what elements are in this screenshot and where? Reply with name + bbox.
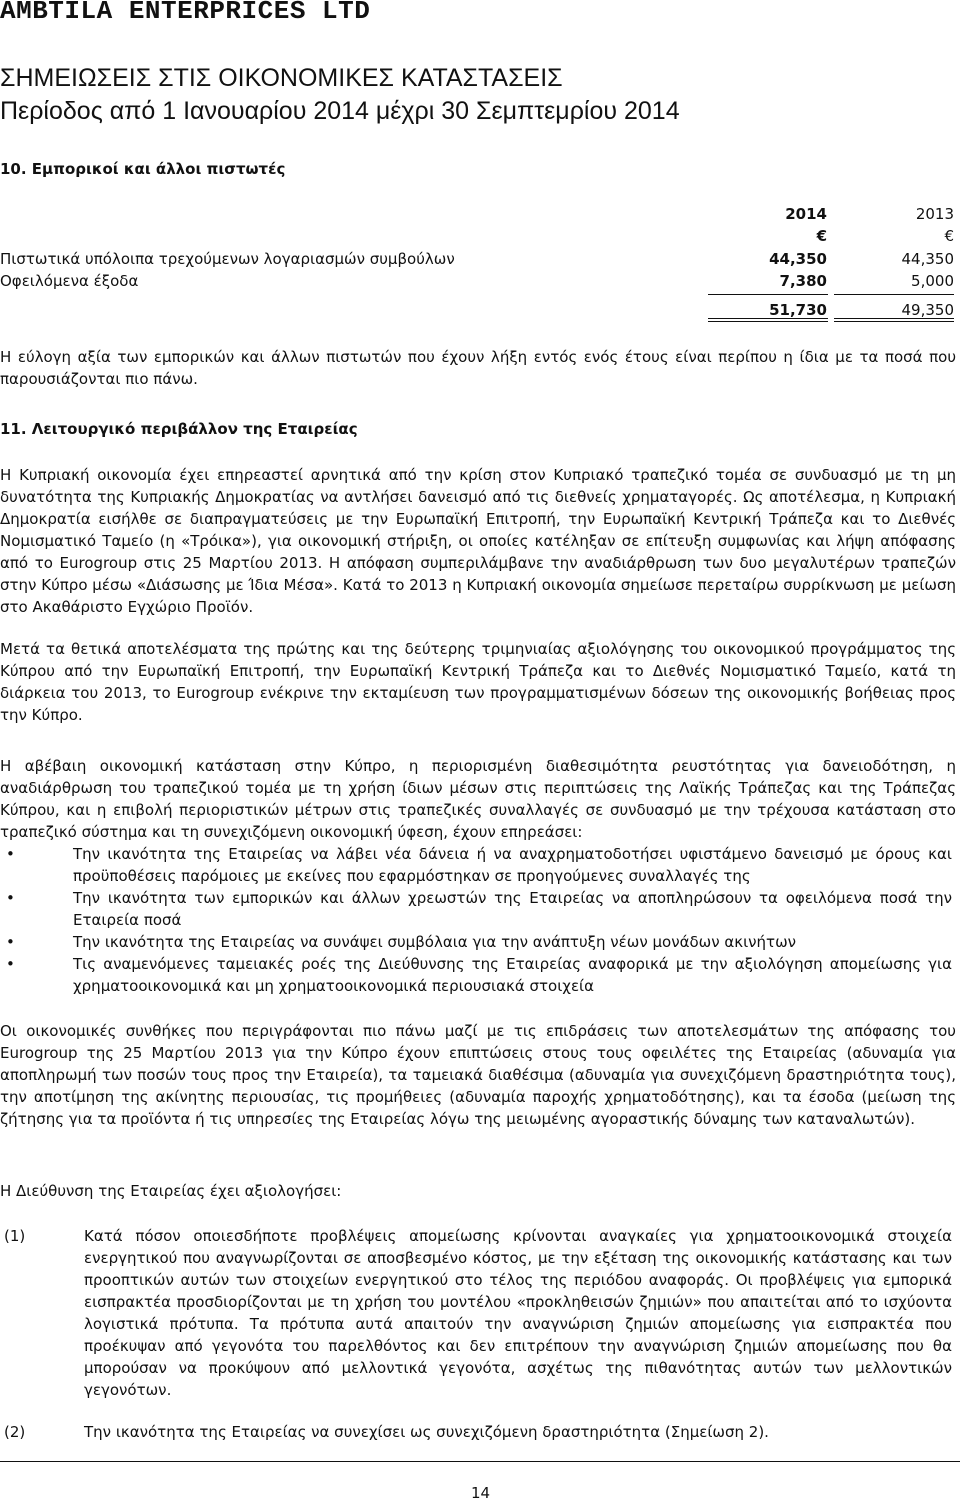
total-double-rule-prior-1 [834,318,954,319]
paragraph-4: Οι οικονομικές συνθήκες που περιγράφονται πιο πάνω μαζί με τις επιδράσεις των αποτελεσμάτων της απόφασης του Eurogroup της 25 Μαρτίου 2013 για την Κύπρο έχουν επιπτώσεις στους τους οφειλέτες της Εταιρείας (αδυναμία για αποπληρωμή των ποσών τους προς την Εταιρεία), τα ταμειακά διαθέσιμα (αδυναμία για συνεχιζόμενη δραστηριότητα τους), την αποτίμηση της ακίνητης περιουσίας, τις προμήθειες (αδυναμία παροχής χρηματοδότησης), και τα έσοδα (μείωση της ζήτησης για τα προϊόντα ή τις υπηρεσίες της Εταιρείας λόγω της μειωμένης αγοραστικής δύναμης των καταναλωτών). [0,1022,956,1128]
bullet-text: Την ικανότητα της Εταιρείας να λάβει νέα δάνεια ή να αναχρηματοδοτήσει υφιστάμενο δανεισμό με όρους και προϋποθέσεις παρόμοιες με εκείνες που εφαρμόστηκαν σε προηγούμενες συναλλαγές της [73,845,952,885]
bullet-text: Την ικανότητα της Εταιρείας να συνάψει συμβόλαια για την ανάπτυξη νέων μονάδων ακινήτων [73,933,797,951]
paragraph-1: Η Κυπριακή οικονομία έχει επηρεαστεί αρνητικά από την κρίση στον Κυπριακό τραπεζικό τομέα σε συνδυασμό με τη μη δυνατότητα της Κυπριακής Δημοκρατίας να αντλήσει δανεισμό από τις διεθνείς χρηματαγορές. Ως αποτέλεσμα, η Κυπριακή Δημοκρατία εισήλθε σε διαπραγματεύσεις με την Ευρωπαϊκή Επιτροπή, την Ευρωπαϊκή Κεντρική Τράπεζα και το Διεθνές Νομισματικό Ταμείο (η «Τρόικα»), για οικονομική στήριξη, οι οποίες κατέληξαν σε επίτευξη συμφωνίας και λήψη απόφασης από το Eurogroup στις 25 Μαρτίου 2013. Η απόφαση συμπεριλάμβανε την αναδιάρθρωση των δυο μεγαλυτέρων τραπεζών στην Κύπρο μέσω «Διάσωσης με Ίδια Μέσα». Κατά το 2013 η Κυπριακή οικονομία σημείωσε περεταίρω συρρίκνωση με μείωση στο Ακαθάριστο Εγχώριο Προϊόν. [0,466,956,616]
item-text: Την ικανότητα της Εταιρείας να συνεχίσει ως συνεχιζόμενη δραστηριότητα (Σημείωση 2). [84,1423,769,1441]
year-header-row [0,205,960,227]
total-current: 51,730 [769,301,827,319]
row-label: Οφειλόμενα έξοδα [0,272,139,290]
company-name: AMBTILA ENTERPRICES LTD [0,0,371,26]
subtotal-rule-prior [834,294,954,295]
bullet-text: Τις αναμενόμενες ταμειακές ροές της Διεύθυνσης της Εταιρείας αναφορικά με την αξιολόγηση απομείωσης για χρηματοοικονομικά και μη χρηματοοικονομικά περιουσιακά στοιχεία [73,955,952,995]
row-current-value: 7,380 [779,272,827,290]
bullet-text: Την ικανότητα των εμπορικών και άλλων χρεωστών της Εταιρείας να αποπληρώσουν τα οφειλόμενα ποσά την Εταιρεία ποσά [73,889,952,929]
paragraph-2: Μετά τα θετικά αποτελέσματα της πρώτης και της δεύτερης τριμηνιαίας αξιολόγησης του οικονομικού προγράμματος της Κύπρου από την Ευρωπαϊκή Επιτροπή, την Ευρωπαϊκή Κεντρική Τράπεζα και το Διεθνές Νομισματικό Ταμείο, κατά τη διάρκεια του 2013, το Eurogroup ενέκρινε την εκταμίευση των προγραμματισμένων δόσεων της οικονομικής βοήθειας προς την Κύπρο. [0,640,956,724]
note-10-heading: 10. Εμπορικοί και άλλοι πιστωτές [0,160,286,178]
period-subtitle: Περίοδος από 1 Ιανουαρίου 2014 μέχρι 30 Σεμπτεμρίου 2014 [0,97,680,125]
row-prior-value: 5,000 [911,272,954,290]
bullet-icon: • [6,933,15,951]
fair-value-paragraph: Η εύλογη αξία των εμπορικών και άλλων πιστωτών που έχουν λήξη εντός ενός έτους είναι περίπου η ίδια με τα ποσά που παρουσιάζονται πιο πάνω. [0,348,956,388]
paragraph-5: Η Διεύθυνση της Εταιρείας έχει αξιολογήσει: [0,1182,342,1200]
note-11-heading: 11. Λειτουργικό περιβάλλον της Εταιρείας [0,420,358,438]
item-number: (1) [4,1227,26,1245]
row-prior-value: 44,350 [901,250,954,268]
bullet-icon: • [6,889,15,907]
item-number: (2) [4,1423,26,1441]
paragraph-3: Η αβέβαιη οικονομική κατάσταση στην Κύπρο, η περιορισμένη διαθεσιμότητα ρευστότητας για δανειοδότηση, η αναδιάρθρωση του τραπεζικού τομέα με τη χρήση ίδιων μέσων στις περιπτώσεις της Λαϊκής Τράπεζας και της Τράπεζας Κύπρου, και η επιβολή περιοριστικών μέτρων στις τραπεζικές συναλλαγές σε συνδυασμό με την τρέχουσα κατάσταση στο τραπεζικό σύστημα και τη συνεχιζόμενη οικονομική ύφεση, έχουν επηρεάσει: [0,757,956,841]
total-prior: 49,350 [901,301,954,319]
year-prior: 2013 [915,205,954,223]
item-text: Κατά πόσον οποιεσδήποτε προβλέψεις απομείωσης κρίνονται αναγκαίες για χρηματοοικονομικά στοιχεία ενεργητικού που αναγνωρίζονται σε αποσβεσμένο κόστος, με την εξέταση της οικονομικής κατάστασης και των προοπτικών αυτών των στοιχείων ενεργητικού στο τέλος της περιόδου αναφοράς. Οι προβλέψεις για εμπορικά εισπρακτέα προσδιορίζονται με τη χρήση του μοντέλου «προκληθεισών ζημιών» που απαιτείται από το ισχύοντα λογιστικά πρότυπα. Τα πρότυπα αυτά απαιτούν την αναγνώριση ζημιών απομείωσης για εισπρακτέα που προέκυψαν από γεγονότα του παρελθόντος και δεν επιτρέπουν την αναγνώριση ζημιών απομείωσης που θα μπορούσαν να προκύψουν από μελλοντικά γεγονότα, ασχέτως της πιθανότητας αυτών των μελλοντικών γεγονότων. [84,1227,952,1399]
total-double-rule-current-2 [708,321,828,322]
total-double-rule-prior-2 [834,321,954,322]
row-label: Πιστωτικά υπόλοιπα τρεχούμενων λογαριασμών συμβούλων [0,250,455,268]
notes-title: ΣΗΜΕΙΩΣΕΙΣ ΣΤΙΣ ΟΙΚΟΝΟΜΙΚΕΣ ΚΑΤΑΣΤΑΣΕΙΣ [0,64,563,92]
page-number: 14 [471,1484,491,1502]
table-row [0,250,960,272]
table-row [0,272,960,294]
bullet-icon: • [6,955,15,973]
row-current-value: 44,350 [769,250,827,268]
subtotal-rule-current [708,294,828,295]
total-double-rule-current-1 [708,318,828,319]
currency-header-row [0,227,960,249]
currency-prior: € [944,227,954,245]
footer-divider [0,1461,960,1462]
currency-current: € [816,227,827,245]
year-current: 2014 [785,205,827,223]
bullet-icon: • [6,845,15,863]
total-row [0,301,960,323]
